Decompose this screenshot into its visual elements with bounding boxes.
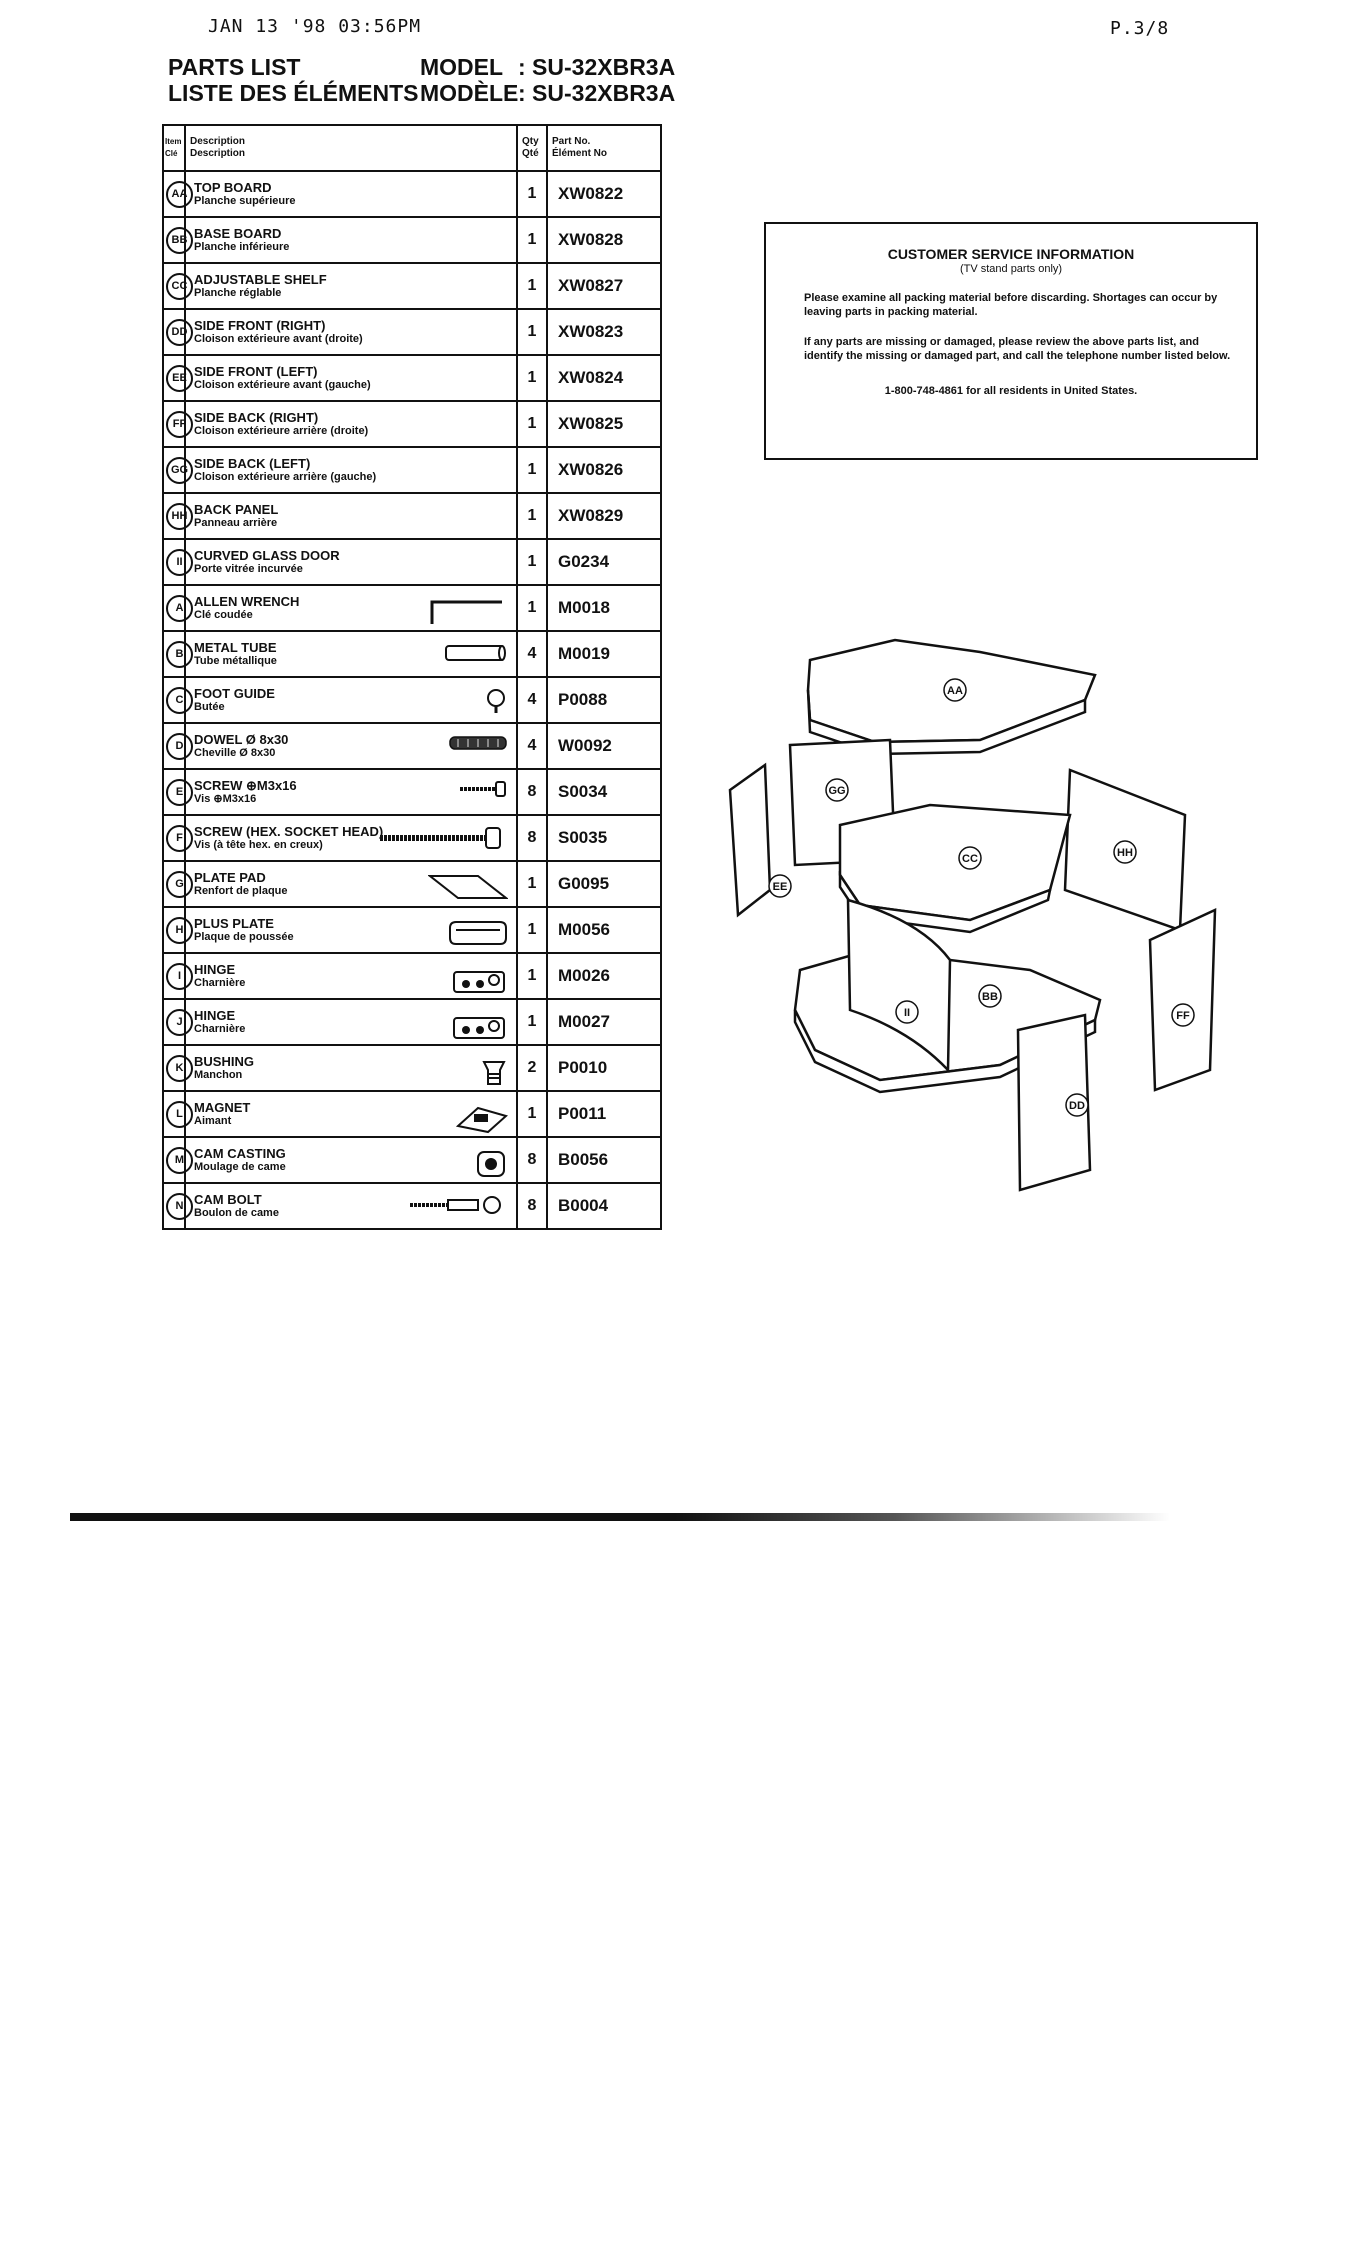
description-cell (185, 1045, 517, 1091)
diagram-label-hh: HH (1117, 847, 1133, 859)
part-number-cell: XW0826 (547, 447, 661, 493)
description-fr: Moulage de came (194, 1161, 286, 1173)
qty-cell: 4 (517, 677, 547, 723)
description-fr: Butée (194, 701, 225, 713)
item-mark-cell (163, 631, 185, 677)
description-cell (185, 171, 517, 217)
part-number-cell: XW0825 (547, 401, 661, 447)
description-cell (185, 1091, 517, 1137)
part-number-cell: G0095 (547, 861, 661, 907)
description-en: CAM BOLT (194, 1192, 262, 1207)
item-mark: AA (166, 181, 193, 208)
item-mark-cell (163, 263, 188, 309)
part-number-cell: XW0828 (547, 217, 661, 263)
table-row (163, 1091, 661, 1137)
description-cell (185, 263, 517, 309)
item-mark: I (166, 963, 193, 990)
table-header-row (163, 125, 661, 171)
metal-tube-icon (444, 642, 508, 669)
description-en: CAM CASTING (194, 1146, 286, 1161)
item-mark: G (166, 871, 193, 898)
side-back-right-shape (1150, 910, 1215, 1090)
table-row (163, 907, 661, 953)
qty-cell: 8 (517, 1137, 547, 1183)
description-en: MAGNET (194, 1100, 251, 1115)
description-fr: Planche supérieure (194, 195, 296, 207)
item-mark: N (166, 1193, 193, 1220)
description-cell (185, 815, 517, 861)
part-number-cell: M0019 (547, 631, 661, 677)
diagram-label-cc: CC (962, 853, 978, 865)
part-number-cell: B0004 (547, 1183, 661, 1229)
item-mark: C (166, 687, 193, 714)
model-label: MODEL (420, 54, 504, 80)
item-mark-cell (163, 999, 185, 1045)
parts-list-title-fr: LISTE DES ÉLÉMENTS (168, 80, 419, 106)
item-mark: M (166, 1147, 193, 1174)
item-mark: BB (166, 227, 193, 254)
cam-bolt-icon (408, 1194, 508, 1221)
item-mark: FF (166, 411, 193, 438)
part-number-cell: XW0822 (547, 171, 661, 217)
description-fr: Renfort de plaque (194, 885, 288, 897)
qty-cell: 1 (517, 999, 547, 1045)
description-cell (185, 723, 517, 769)
diagram-label-ff: FF (1176, 1010, 1190, 1022)
table-row (163, 171, 661, 217)
qty-cell: 1 (517, 861, 547, 907)
description-fr: Cloison extérieure arrière (droite) (194, 425, 369, 437)
description-fr: Cloison extérieure arrière (gauche) (194, 471, 377, 483)
customer-service-phone: 1-800-748-4861 for all residents in United States. (884, 385, 1138, 397)
qty-cell: 4 (517, 723, 547, 769)
description-fr: Panneau arrière (194, 517, 278, 529)
part-number-cell: M0027 (547, 999, 661, 1045)
item-mark-cell (163, 309, 188, 355)
table-row (163, 953, 661, 999)
col-item: Item Clé (163, 125, 185, 171)
part-number-cell: M0018 (547, 585, 661, 631)
foot-guide-icon (484, 688, 508, 719)
item-mark: E (166, 779, 193, 806)
parts-table (162, 124, 662, 1230)
qty-cell: 8 (517, 769, 547, 815)
item-mark-cell (163, 723, 185, 769)
dowel-icon (448, 734, 508, 757)
model-number-fr: : SU-32XBR3A (518, 80, 676, 106)
table-row (163, 1045, 661, 1091)
description-fr: Cheville Ø 8x30 (194, 747, 276, 759)
customer-service-box (764, 222, 1258, 460)
model-label-fr: MODÈLE (420, 80, 519, 106)
table-row (163, 217, 661, 263)
description-fr: Manchon (194, 1069, 243, 1081)
qty-cell: 1 (517, 263, 547, 309)
part-number-cell: XW0824 (547, 355, 661, 401)
item-mark: A (166, 595, 193, 622)
description-fr: Tube métallique (194, 655, 277, 667)
diagram-label-gg: GG (828, 785, 846, 797)
description-cell (185, 999, 517, 1045)
description-cell (185, 355, 517, 401)
part-number-cell: P0088 (547, 677, 661, 723)
plus-plate-icon (448, 918, 508, 953)
item-mark: HH (166, 503, 193, 530)
qty-cell: 1 (517, 401, 547, 447)
item-mark: GG (166, 457, 193, 484)
fax-timestamp: JAN 13 '98 03:56PM (208, 16, 422, 37)
description-en: FOOT GUIDE (194, 686, 275, 701)
qty-cell: 1 (517, 1091, 547, 1137)
description-cell (185, 447, 517, 493)
item-mark-cell (163, 861, 185, 907)
description-en: SCREW ⊕M3x16 (194, 778, 297, 793)
description-fr: Porte vitrée incurvée (194, 563, 303, 575)
description-en: BACK PANEL (194, 502, 279, 517)
customer-service-subtitle: (TV stand parts only) (959, 263, 1063, 275)
table-row (163, 1183, 661, 1229)
description-en: HINGE (194, 962, 236, 977)
part-number-cell: M0026 (547, 953, 661, 999)
description-cell (185, 861, 517, 907)
table-row (163, 263, 661, 309)
qty-cell: 1 (517, 953, 547, 999)
item-mark-cell (163, 1045, 185, 1091)
table-row (163, 999, 661, 1045)
diagram-label-bb: BB (982, 991, 998, 1003)
col-description: Description Description (185, 125, 517, 171)
hinge-icon (450, 1010, 508, 1047)
qty-cell: 1 (517, 539, 547, 585)
description-en: ADJUSTABLE SHELF (194, 272, 327, 287)
fax-bottom-rule (70, 1513, 1170, 1521)
part-number-cell: XW0823 (547, 309, 661, 355)
description-fr: Boulon de came (194, 1207, 279, 1219)
description-en: DOWEL Ø 8x30 (194, 732, 289, 747)
table-row (163, 815, 661, 861)
item-mark-cell (163, 677, 185, 723)
table-row (163, 493, 661, 539)
table-row (163, 309, 661, 355)
qty-cell: 4 (517, 631, 547, 677)
part-number-cell: P0010 (547, 1045, 661, 1091)
description-en: BASE BOARD (194, 226, 282, 241)
item-mark-cell (163, 493, 188, 539)
screw-icon (458, 780, 508, 803)
fax-page-number: P.3/8 (1110, 18, 1170, 39)
item-mark-cell (163, 401, 185, 447)
description-cell (185, 401, 517, 447)
item-mark: II (166, 549, 193, 576)
item-mark-cell (163, 953, 185, 999)
item-mark-cell (163, 585, 185, 631)
description-fr: Aimant (194, 1115, 232, 1127)
table-row (163, 723, 661, 769)
qty-cell: 2 (517, 1045, 547, 1091)
table-row (163, 539, 661, 585)
diagram-label-ii: II (903, 1007, 911, 1019)
description-fr: Charnière (194, 1023, 246, 1035)
assembly-diagram (700, 600, 1260, 1220)
item-mark-cell (163, 769, 185, 815)
part-number-cell: M0056 (547, 907, 661, 953)
item-mark: B (166, 641, 193, 668)
part-number-cell: S0035 (547, 815, 661, 861)
description-en: SCREW (HEX. SOCKET HEAD) (194, 824, 384, 839)
description-en: SIDE FRONT (LEFT) (194, 364, 318, 379)
plate-pad-icon (428, 872, 508, 907)
description-en: SIDE BACK (RIGHT) (194, 410, 319, 425)
table-row (163, 769, 661, 815)
cam-casting-icon (474, 1148, 508, 1185)
qty-cell: 1 (517, 585, 547, 631)
description-cell (185, 309, 517, 355)
item-mark-cell (163, 907, 185, 953)
description-cell (185, 1137, 517, 1183)
part-number-cell: B0056 (547, 1137, 661, 1183)
item-mark: D (166, 733, 193, 760)
description-cell (185, 217, 517, 263)
table-row (163, 401, 661, 447)
part-number-cell: XW0829 (547, 493, 661, 539)
description-cell (185, 585, 517, 631)
table-row (163, 355, 661, 401)
item-mark-cell (163, 355, 185, 401)
description-en: SIDE FRONT (RIGHT) (194, 318, 326, 333)
customer-service-para1: Please examine all packing material before discarding. Shortages can occur by leaving parts in packing material. (804, 292, 1218, 318)
item-mark-cell (163, 1183, 185, 1229)
table-row (163, 677, 661, 723)
item-mark-cell (163, 539, 185, 585)
description-en: PLATE PAD (194, 870, 266, 885)
item-mark-cell (163, 815, 185, 861)
description-fr: Vis (à tête hex. en creux) (194, 839, 323, 851)
description-cell (185, 677, 517, 723)
description-en: CURVED GLASS DOOR (194, 548, 340, 563)
item-mark: F (166, 825, 193, 852)
description-en: METAL TUBE (194, 640, 277, 655)
parts-list-title: PARTS LIST (168, 54, 301, 80)
side-front-left-shape (730, 765, 770, 915)
item-mark: H (166, 917, 193, 944)
col-qty: Qty Qté (517, 125, 547, 171)
part-number-cell: XW0827 (547, 263, 661, 309)
item-mark-cell (163, 171, 188, 217)
description-fr: Plaque de poussée (194, 931, 294, 943)
description-cell (185, 953, 517, 999)
customer-service-title: CUSTOMER SERVICE INFORMATION (887, 246, 1135, 262)
description-fr: Cloison extérieure avant (gauche) (194, 379, 371, 391)
table-row (163, 1137, 661, 1183)
hinge-icon (450, 964, 508, 1001)
description-fr: Clé coudée (194, 609, 253, 621)
hex-screw-icon (378, 826, 508, 855)
qty-cell: 8 (517, 1183, 547, 1229)
description-fr: Planche réglable (194, 287, 282, 299)
magnet-icon (456, 1102, 508, 1139)
customer-service-para2: If any parts are missing or damaged, please review the above parts list, and identify the missing or damaged part, and call the telephone number listed below. (804, 336, 1231, 362)
description-fr: Vis ⊕M3x16 (194, 793, 257, 805)
qty-cell: 1 (517, 493, 547, 539)
description-fr: Charnière (194, 977, 246, 989)
part-number-cell: S0034 (547, 769, 661, 815)
item-mark-cell (163, 1091, 185, 1137)
description-en: BUSHING (194, 1054, 254, 1069)
table-row (163, 447, 661, 493)
qty-cell: 1 (517, 309, 547, 355)
item-mark-cell (163, 217, 188, 263)
description-en: PLUS PLATE (194, 916, 274, 931)
description-en: TOP BOARD (194, 180, 272, 195)
description-fr: Cloison extérieure avant (droite) (194, 333, 363, 345)
allen-wrench-icon (428, 596, 508, 631)
qty-cell: 1 (517, 217, 547, 263)
item-mark-cell (163, 1137, 185, 1183)
description-en: HINGE (194, 1008, 236, 1023)
table-row (163, 585, 661, 631)
qty-cell: 8 (517, 815, 547, 861)
item-mark: J (166, 1009, 193, 1036)
qty-cell: 1 (517, 355, 547, 401)
item-mark: EE (166, 365, 193, 392)
item-mark: K (166, 1055, 193, 1082)
part-number-cell: W0092 (547, 723, 661, 769)
diagram-label-ee: EE (772, 881, 788, 893)
qty-cell: 1 (517, 907, 547, 953)
item-mark-cell (163, 447, 189, 493)
description-cell (185, 493, 517, 539)
description-en: SIDE BACK (LEFT) (194, 456, 311, 471)
table-row (163, 861, 661, 907)
description-en: ALLEN WRENCH (194, 594, 300, 609)
diagram-label-aa: AA (947, 685, 963, 697)
item-mark: DD (166, 319, 193, 346)
diagram-label-dd: DD (1069, 1100, 1085, 1112)
bushing-icon (480, 1056, 508, 1093)
part-number-cell: G0234 (547, 539, 661, 585)
col-part-no: Part No. Élément No (547, 125, 661, 171)
description-cell (185, 631, 517, 677)
table-row (163, 631, 661, 677)
description-cell (185, 907, 517, 953)
model-number: : SU-32XBR3A (518, 54, 676, 80)
description-cell (185, 1183, 517, 1229)
description-cell (185, 539, 517, 585)
item-mark: CC (166, 273, 193, 300)
part-number-cell: P0011 (547, 1091, 661, 1137)
qty-cell: 1 (517, 447, 547, 493)
item-mark: L (166, 1101, 193, 1128)
description-cell (185, 769, 517, 815)
description-fr: Planche inférieure (194, 241, 290, 253)
qty-cell: 1 (517, 171, 547, 217)
